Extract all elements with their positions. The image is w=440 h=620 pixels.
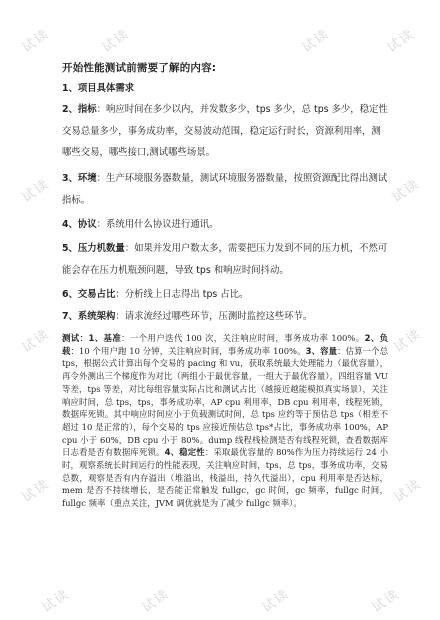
item-title: 交易占比 [77, 289, 116, 300]
list-item-environment [62, 168, 388, 211]
list-item-metrics [62, 99, 388, 164]
item-number: 3、 [62, 173, 78, 184]
baseline-text: ：一个用户迭代 100 次，关注响应时间，事务成功率 100%。 [121, 333, 365, 343]
watermark: 试读 [139, 586, 173, 616]
item-title: 协议 [77, 219, 97, 230]
stability-text: ：采取最优容量的 80%作为压力持续运行 24 小时，观察系统长时间运行的性能表现，关注响应时间，tps，总 tps，事务成功率，交易总数，观察是否有内存溢出（堆溢出，栈溢出，持久代溢出），cpu 利用率是否达标，mem 是否不持续增长，是否能正常触发 fullgc，gc 时间，gc 频率，fullgc 时间，fullgc 频率（重点关注，JVM 调优就是为了减少 fullgc 频率）。 [62, 447, 389, 509]
watermark: 试读 [19, 476, 53, 506]
watermark: 试读 [299, 26, 333, 56]
item-text: ：生产环境服务器数量，测试环境服务器数量，按照资源配比得出测试指标。 [62, 173, 388, 206]
item-number: 5、 [62, 243, 78, 254]
item-text: ：响应时间在多少以内，并发数多少，tps 多少，总 tps 多少，稳定性交易总量多少，事务成功率，交易波动范围，稳定运行时长，资源利用率，测哪些交易，哪些接口,测试哪些场景。 [62, 104, 388, 158]
item-title: 项目具体需求 [77, 83, 135, 94]
list-item-architecture [62, 306, 388, 328]
watermark: 试读 [259, 586, 293, 616]
item-number: 7、 [62, 311, 78, 322]
watermark: 试读 [391, 326, 425, 356]
item-text: ：分析线上日志得出 tps 占比。 [115, 289, 249, 300]
watermark: 试读 [369, 586, 403, 616]
load-title: 2、负载 [62, 333, 389, 356]
list-item-load-generators [62, 238, 388, 281]
baseline-title: 1、基准 [88, 333, 122, 343]
item-text: ：系统用什么协议进行通讯。 [96, 219, 219, 230]
item-number: 6、 [62, 289, 78, 300]
load-text: ：10 个用户跑 10 分钟，关注响应时间，事务成功率 100%。 [70, 345, 306, 356]
list-item-transaction-ratio [62, 284, 388, 306]
list-item-requirements [62, 78, 388, 100]
item-number: 1、 [62, 83, 78, 94]
watermark: 试读 [391, 476, 425, 506]
page-heading: 开始性能测试前需要了解的内容: [62, 62, 217, 74]
capacity-text: ：估算一个总 tps，根据公式计算出每个交易的 pacing 和 vu，获取系统最大处理能力（最优容量），再令外测出三个梯度作为对比（两组小于最优容量，一组大于最优容量），四组容量 VU 等差，tps 等差，对比每组容量实际占比和测试占比（越接近越能模拟真实场景），关注响应时间，总 tps，tps，事务成功率，AP cpu 利用率，DB cpu 利用率，线程死锁，数据库死锁。其中响应时间应小于负载测试时间，总 tps 应约等于预估总 tps（相差不超过 10 是正常的），每个交易的 tps 应接近预估总 tps*占比，事务成功率 100%，AP cpu 小于 60%，DB cpu 小于 80%。dump 线程栈检测是否有线程死锁，查看数据库日志看是否有数据库死锁。 [62, 345, 389, 458]
item-number: 2、 [62, 104, 78, 115]
item-title: 系统架构 [77, 311, 116, 322]
watermark: 试读 [19, 176, 53, 206]
test-section [62, 332, 388, 510]
test-label: 测试： [62, 333, 89, 343]
item-text: ：如果并发用户数太多，需要把压力发到不同的压力机，不然可能会存在压力机瓶颈问题，导致 tps 和响应时间抖动。 [62, 243, 388, 276]
item-number: 4、 [62, 219, 78, 230]
watermark: 试读 [384, 26, 418, 56]
watermark: 试读 [99, 26, 133, 56]
list-item-protocol [62, 214, 388, 236]
watermark: 试读 [19, 26, 53, 56]
stability-title: 4、稳定性 [164, 447, 205, 458]
watermark: 试读 [19, 326, 53, 356]
item-text: ：请求流经过哪些环节，压测时监控这些环节。 [115, 311, 313, 322]
item-title: 压力机数量 [77, 243, 125, 254]
item-title: 环境 [77, 173, 97, 184]
watermark: 试读 [39, 586, 73, 616]
watermark: 试读 [389, 176, 423, 206]
item-title: 指标 [77, 104, 97, 115]
capacity-title: 3、容量 [305, 345, 338, 356]
